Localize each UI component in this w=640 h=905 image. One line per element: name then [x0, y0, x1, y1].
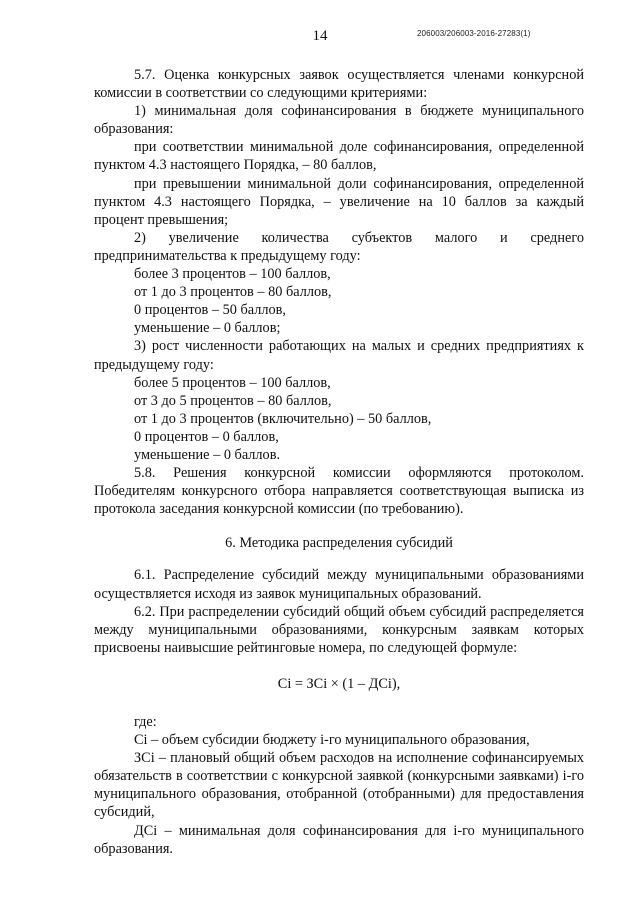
criterion-2-item-a: более 3 процентов – 100 баллов, [134, 266, 331, 283]
paragraph-5-7: 5.7. Оценка конкурсных заявок осуществляется членами конкурсной комиссии в соответствии со следующими критериями: [94, 67, 584, 102]
document-body [94, 66, 584, 858]
page-number: 14 [312, 28, 328, 44]
definition-zci: ЗCi – плановый общий объем расходов на исполнение софинансируемых обязательств в соответствии с конкурсной заявкой (конкурсными заявками) i-го муниципального образования, отобранной (отобранными) для предоставления субсидий, [94, 750, 584, 821]
criterion-2-item-b: от 1 до 3 процентов – 80 баллов, [134, 284, 332, 301]
formula: Ci = ЗCi × (1 – ДCi), [277, 675, 401, 692]
paragraph-6-1: 6.1. Распределение субсидий между муниципальными образованиями осуществляется исходя из заявок муниципальных образований. [94, 567, 584, 602]
criterion-2-item-d: уменьшение – 0 баллов; [134, 320, 281, 337]
document-code: 206003/206003-2016-27283(1) [417, 29, 531, 38]
paragraph-6-2: 6.2. При распределении субсидий общий объем субсидий распределяется между муниципальными образованиями, конкурсным заявкам которых присвоены наивысшие рейтинговые номера, по следующей формуле: [94, 603, 584, 656]
section-6-title: 6. Методика распределения субсидий [225, 535, 453, 552]
criterion-3-item-d: 0 процентов – 0 баллов, [134, 428, 279, 445]
criterion-2: 2) увеличение количества субъектов малого и среднего предпринимательства к предыдущему году: [94, 229, 584, 264]
criterion-3-item-e: уменьшение – 0 баллов. [134, 446, 281, 463]
criterion-3: 3) рост численности работающих на малых и средних предприятиях к предыдущему году: [94, 338, 584, 373]
criterion-3-item-a: более 5 процентов – 100 баллов, [134, 374, 331, 391]
criterion-2-item-c: 0 процентов – 50 баллов, [134, 302, 286, 319]
where-label: где: [134, 714, 157, 730]
criterion-1-item-b: при превышении минимальной доли софинансирования, определенной пунктом 4.3 настоящего Порядка, – увеличение на 10 баллов за каждый процент превышения; [94, 175, 584, 228]
criterion-3-item-c: от 1 до 3 процентов (включительно) – 50 баллов, [134, 410, 432, 427]
definition-ci: Ci – объем субсидии бюджету i-го муниципального образования, [134, 732, 530, 749]
criterion-1: 1) минимальная доля софинансирования в бюджете муниципального образования: [94, 103, 584, 138]
criterion-3-item-b: от 3 до 5 процентов – 80 баллов, [134, 392, 332, 409]
definition-dci: ДCi – минимальная доля софинансирования для i-го муниципального образования. [94, 822, 584, 857]
criterion-1-item-a: при соответствии минимальной доле софинансирования, определенной пунктом 4.3 настоящего Порядка, – 80 баллов, [94, 139, 584, 174]
paragraph-5-8: 5.8. Решения конкурсной комиссии оформляются протоколом. Победителям конкурсного отбора направляется соответствующая выписка из протокола заседания конкурсной комиссии (по требованию). [94, 465, 584, 518]
